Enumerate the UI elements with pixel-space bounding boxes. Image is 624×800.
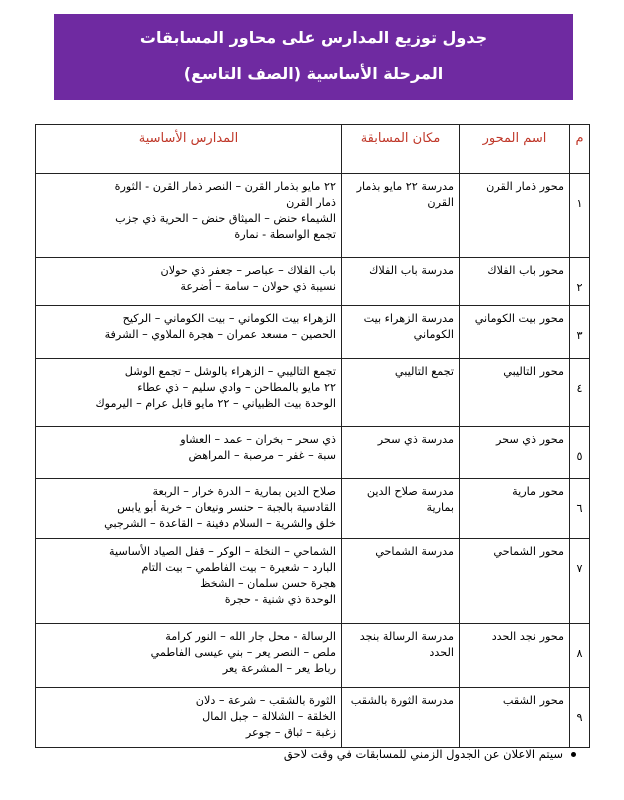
axis-name: محور الشماحي <box>460 539 570 624</box>
row-number: ٢ <box>570 258 590 306</box>
school-line: تجمع التاليبي – الزهراء بالوشل – تجمع الوشل <box>124 365 336 378</box>
bullet-icon <box>571 752 576 757</box>
title-banner <box>54 14 573 100</box>
header-axis: اسم المحور <box>460 125 570 174</box>
axis-name: محور ذي سحر <box>460 427 570 479</box>
venue-line: مدرسة الرسالة بنجد <box>359 630 454 643</box>
school-line: الوحدة بيت الظبياني – ٢٢ مايو قابل عرام – اليرموك <box>95 397 336 410</box>
table-row <box>36 688 590 748</box>
schools-cell <box>36 258 342 306</box>
schools-cell <box>36 539 342 624</box>
schools-cell <box>36 306 342 359</box>
school-line: البارد – شعيرة – بيت الفاطمي – بيت التام <box>141 561 336 574</box>
venue-cell <box>342 306 460 359</box>
table-row <box>36 174 590 258</box>
school-line: زغبة – ثباق – جوعر <box>245 726 336 739</box>
row-number: ٨ <box>570 624 590 688</box>
school-line: ذي سحر – بخران – عمد – العشاو <box>180 433 336 446</box>
venue-line: مدرسة الزهراء بيت <box>363 312 454 325</box>
axis-name: محور بيت الكوماني <box>460 306 570 359</box>
table-row <box>36 427 590 479</box>
schools-cell <box>36 479 342 539</box>
school-line: ٢٢ مايو بالمطاحن – وادي سليم – ذي عطاء <box>137 381 336 394</box>
row-number: ٣ <box>570 306 590 359</box>
venue-line: الكوماني <box>413 328 454 341</box>
schools-cell <box>36 427 342 479</box>
schools-cell <box>36 624 342 688</box>
footnote <box>20 747 576 761</box>
axis-name: محور مارية <box>460 479 570 539</box>
venue-cell <box>342 479 460 539</box>
school-line: ٢٢ مايو بذمار القرن – النصر ذمار القرن - الثورة <box>114 180 336 193</box>
school-line: الخلقة – الشلالة – جبل المال <box>202 710 336 723</box>
venue-cell <box>342 174 460 258</box>
table-header-row <box>36 125 590 174</box>
schools-cell <box>36 174 342 258</box>
school-line: الثورة بالشقب – شرعة – دلان <box>195 694 336 707</box>
table-row <box>36 306 590 359</box>
school-line: باب الفلاك – عباصر – جعفر ذي حولان <box>160 264 336 277</box>
page-subtitle: المرحلة الأساسية (الصف التاسع) <box>183 64 444 83</box>
venue-line: مدرسة صلاح الدين <box>366 485 454 498</box>
school-line: الرسالة - محل جار الله – النور كرامة <box>165 630 336 643</box>
axis-name: محور التاليبي <box>460 359 570 427</box>
school-line: صلاح الدين بمارية – الدرة خرار – الربعة <box>152 485 336 498</box>
venue-line: مدرسة الثورة بالشقب <box>350 694 454 707</box>
venue-line: مدرسة ذي سحر <box>377 433 454 446</box>
row-number: ٦ <box>570 479 590 539</box>
venue-cell <box>342 258 460 306</box>
table-row <box>36 359 590 427</box>
axis-name: محور باب الفلاك <box>460 258 570 306</box>
page-title: جدول توزيع المدارس على محاور المسابقات <box>139 28 488 47</box>
school-line: الزهراء بيت الكوماني – بيت الكوماني – الركيح <box>122 312 336 325</box>
schools-cell <box>36 688 342 748</box>
school-line: الوحدة ذي شنية - حجرة <box>224 593 336 606</box>
header-schools: المدارس الأساسية <box>36 125 342 174</box>
venue-line: تجمع التاليبي <box>394 365 454 378</box>
school-line: رباط يعر – المشرعة يعر <box>222 662 336 675</box>
school-line: الشيماء حنض – الميثاق حنض – الحرية ذي جزب <box>115 212 336 225</box>
table-row <box>36 539 590 624</box>
school-line: هجرة حسن سلمان – الشخظ <box>200 577 336 590</box>
venue-line: مدرسة باب الفلاك <box>369 264 454 277</box>
school-line: خلق والشرية – السلام دفينة – القاعدة – الشرجبي <box>104 517 336 530</box>
row-number: ٩ <box>570 688 590 748</box>
axis-name: محور ذمار القرن <box>460 174 570 258</box>
row-number: ٤ <box>570 359 590 427</box>
school-line: ملص – النصر يعر – بني عيسى الفاطمي <box>150 646 336 659</box>
venue-line: القرن <box>427 196 454 209</box>
school-line: سبة – غفر – مرصبة – المراهض <box>188 449 336 462</box>
distribution-table <box>35 124 590 748</box>
venue-line: مدرسة الشماحي <box>375 545 454 558</box>
school-line: القادسية بالجبة – حنسر ونيعان – خربة أبو يابس <box>117 501 336 514</box>
schools-cell <box>36 359 342 427</box>
venue-line: بمارية <box>426 501 454 514</box>
school-line: الحصين – مسعد عمران – هجرة الملاوي – الشرفة <box>104 328 336 341</box>
venue-cell <box>342 624 460 688</box>
venue-cell <box>342 359 460 427</box>
venue-cell <box>342 539 460 624</box>
school-line: الشماحي – النخلة – الوكر – قفل الصياد الأساسية <box>109 545 336 558</box>
row-number: ٧ <box>570 539 590 624</box>
school-line: ذمار القرن <box>286 196 336 209</box>
footnote-text: سيتم الاعلان عن الجدول الزمني للمسابقات في وقت لاحق <box>283 747 563 761</box>
row-number: ١ <box>570 174 590 258</box>
venue-cell <box>342 688 460 748</box>
row-number: ٥ <box>570 427 590 479</box>
venue-cell <box>342 427 460 479</box>
header-num: م <box>570 125 590 174</box>
table-row <box>36 258 590 306</box>
school-line: نسيبة ذي حولان – سامة – أضرعة <box>180 280 336 293</box>
school-line: تجمع الواسطة - نمارة <box>234 228 336 241</box>
axis-name: محور الشقب <box>460 688 570 748</box>
table-row <box>36 479 590 539</box>
table-row <box>36 624 590 688</box>
venue-line: مدرسة ٢٢ مايو بذمار <box>356 180 454 193</box>
venue-line: الحدد <box>429 646 454 659</box>
axis-name: محور نجد الحدد <box>460 624 570 688</box>
header-venue: مكان المسابقة <box>342 125 460 174</box>
